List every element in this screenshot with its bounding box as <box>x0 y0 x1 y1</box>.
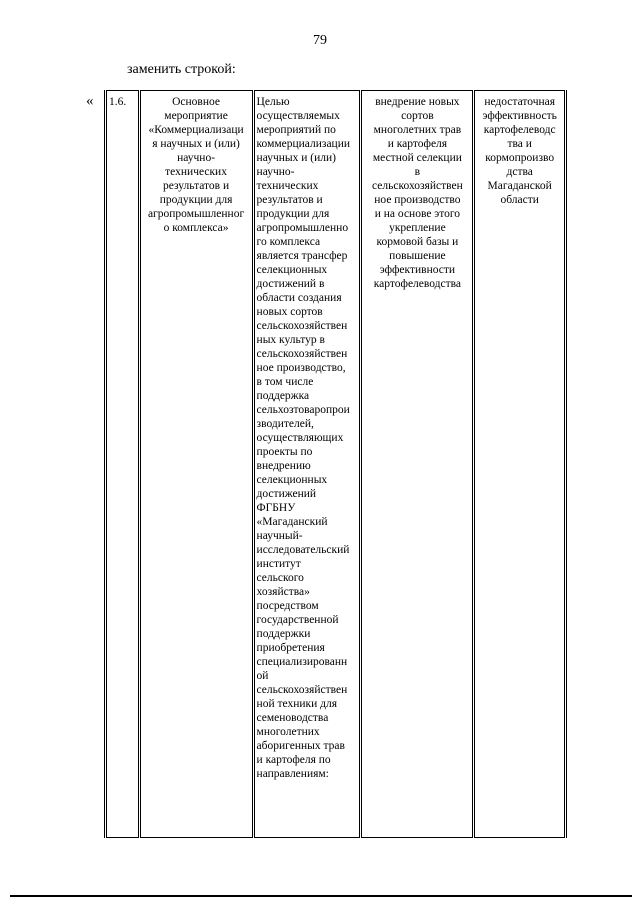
measure-name: Основное мероприятие «Коммерциализаци я научных и (или) научно- технических результатов и продукции для агропромышленног о комплекса» <box>147 96 245 234</box>
measures-table <box>104 90 567 838</box>
bottom-divider <box>10 895 632 897</box>
risk-consequence: недостаточная эффективность картофелеводс тва и кормопроизво дства Магаданской области <box>482 96 557 206</box>
cell-goal <box>253 91 361 838</box>
expected-result: внедрение новых сортов многолетних трав и картофеля местной селекции в сельскохозяйствен ное производство и на основе этого укрепление кормовой базы и повышение эффективности картофелеводства <box>372 96 463 290</box>
cell-number <box>106 91 140 838</box>
cell-result <box>361 91 474 838</box>
intro-text: заменить строкой: <box>127 62 236 77</box>
page-number: 79 <box>313 33 327 48</box>
row-number: 1.6. <box>109 96 127 108</box>
cell-measure-name <box>139 91 253 838</box>
measure-goal: Целью осуществляемых мероприятий по коммерциализации научных и (или) научно- технических результатов и продукции для агропромышленно го комплекса является трансфер селекционных достижений в области создания новых сортов сельскохозяйствен ных культур в сельскохозяйствен ное производство, в том числе поддержка сельхозтоваропрои зводителей, осуществляющих проекты по внедрению селекционных достижений ФГБНУ «Магаданский научный- исследовательский институт сельского хозяйства» посредством государственной поддержки приобретения специализированн ой сельскохозяйствен ной техники для семеноводства многолетних аборигенных трав и картофеля по направлениям: <box>256 96 351 780</box>
opening-quote: « <box>86 93 94 109</box>
cell-risk <box>474 91 566 838</box>
table-row <box>106 91 566 838</box>
